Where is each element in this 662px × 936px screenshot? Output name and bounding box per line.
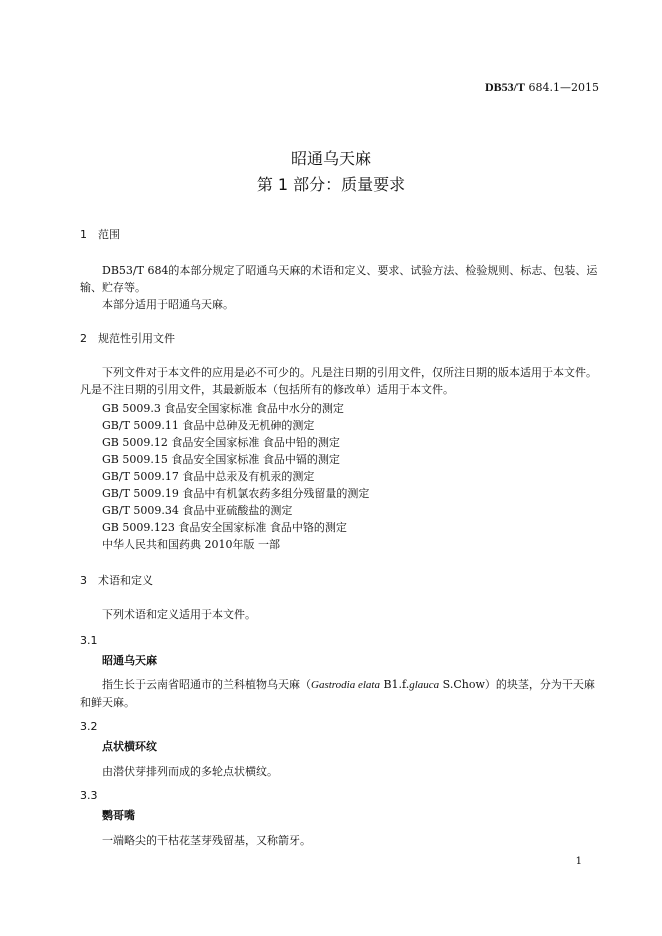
- term-definition: 指生长于云南省昭通市的兰科植物乌天麻（Gastrodia elata B1.f.glauca S.Chow）的块茎，分为干天麻和鲜天麻。: [80, 678, 595, 709]
- reference-item: GB/T 5009.11 食品中总砷及无机砷的测定: [102, 419, 315, 432]
- paragraph: 本部分适用于昭通乌天麻。: [102, 298, 234, 311]
- term-number: 3.1: [80, 634, 98, 647]
- term-definition: 由潜伏芽排列而成的多轮点状横纹。: [102, 765, 278, 778]
- paragraph: 下列文件对于本文件的应用是必不可少的。凡是注日期的引用文件，仅所注日期的版本适用于本文件。凡是不注日期的引用文件，其最新版本（包括所有的修改单）适用于本文件。: [80, 366, 597, 396]
- reference-item: GB/T 5009.34 食品中亚硫酸盐的测定: [102, 504, 293, 517]
- reference-item: GB 5009.123 食品安全国家标准 食品中铬的测定: [102, 521, 347, 534]
- standard-code: DB53/T 684.1—2015: [484, 80, 599, 94]
- paragraph: DB53/T 684的本部分规定了昭通乌天麻的术语和定义、要求、试验方法、检验规则、标志、包装、运输、贮存等。: [80, 264, 598, 294]
- term-definition: 一端略尖的干枯花茎芽残留基，又称箭牙。: [102, 834, 311, 847]
- paragraph: 下列术语和定义适用于本文件。: [102, 608, 256, 621]
- term-name: 鹦哥嘴: [102, 809, 135, 822]
- section-heading-scope: 1 范围: [80, 228, 120, 241]
- reference-item: GB 5009.3 食品安全国家标准 食品中水分的测定: [102, 402, 344, 415]
- reference-item: 中华人民共和国药典 2010年版 一部: [102, 538, 280, 551]
- term-number: 3.3: [80, 789, 98, 802]
- reference-item: GB 5009.12 食品安全国家标准 食品中铅的测定: [102, 436, 340, 449]
- section-heading-terms: 3 术语和定义: [80, 574, 153, 587]
- term-number: 3.2: [80, 720, 98, 733]
- term-name: 昭通乌天麻: [102, 654, 157, 667]
- document-title: 昭通乌天麻: [290, 149, 371, 168]
- term-name: 点状横环纹: [102, 740, 157, 753]
- section-heading-normative-references: 2 规范性引用文件: [80, 332, 175, 345]
- reference-item: GB/T 5009.17 食品中总汞及有机汞的测定: [102, 470, 315, 483]
- reference-item: GB 5009.15 食品安全国家标准 食品中镉的测定: [102, 453, 340, 466]
- document-subtitle: 第 1 部分：质量要求: [256, 175, 406, 194]
- page-number: 1: [575, 856, 582, 867]
- reference-item: GB/T 5009.19 食品中有机氯农药多组分残留量的测定: [102, 487, 370, 500]
